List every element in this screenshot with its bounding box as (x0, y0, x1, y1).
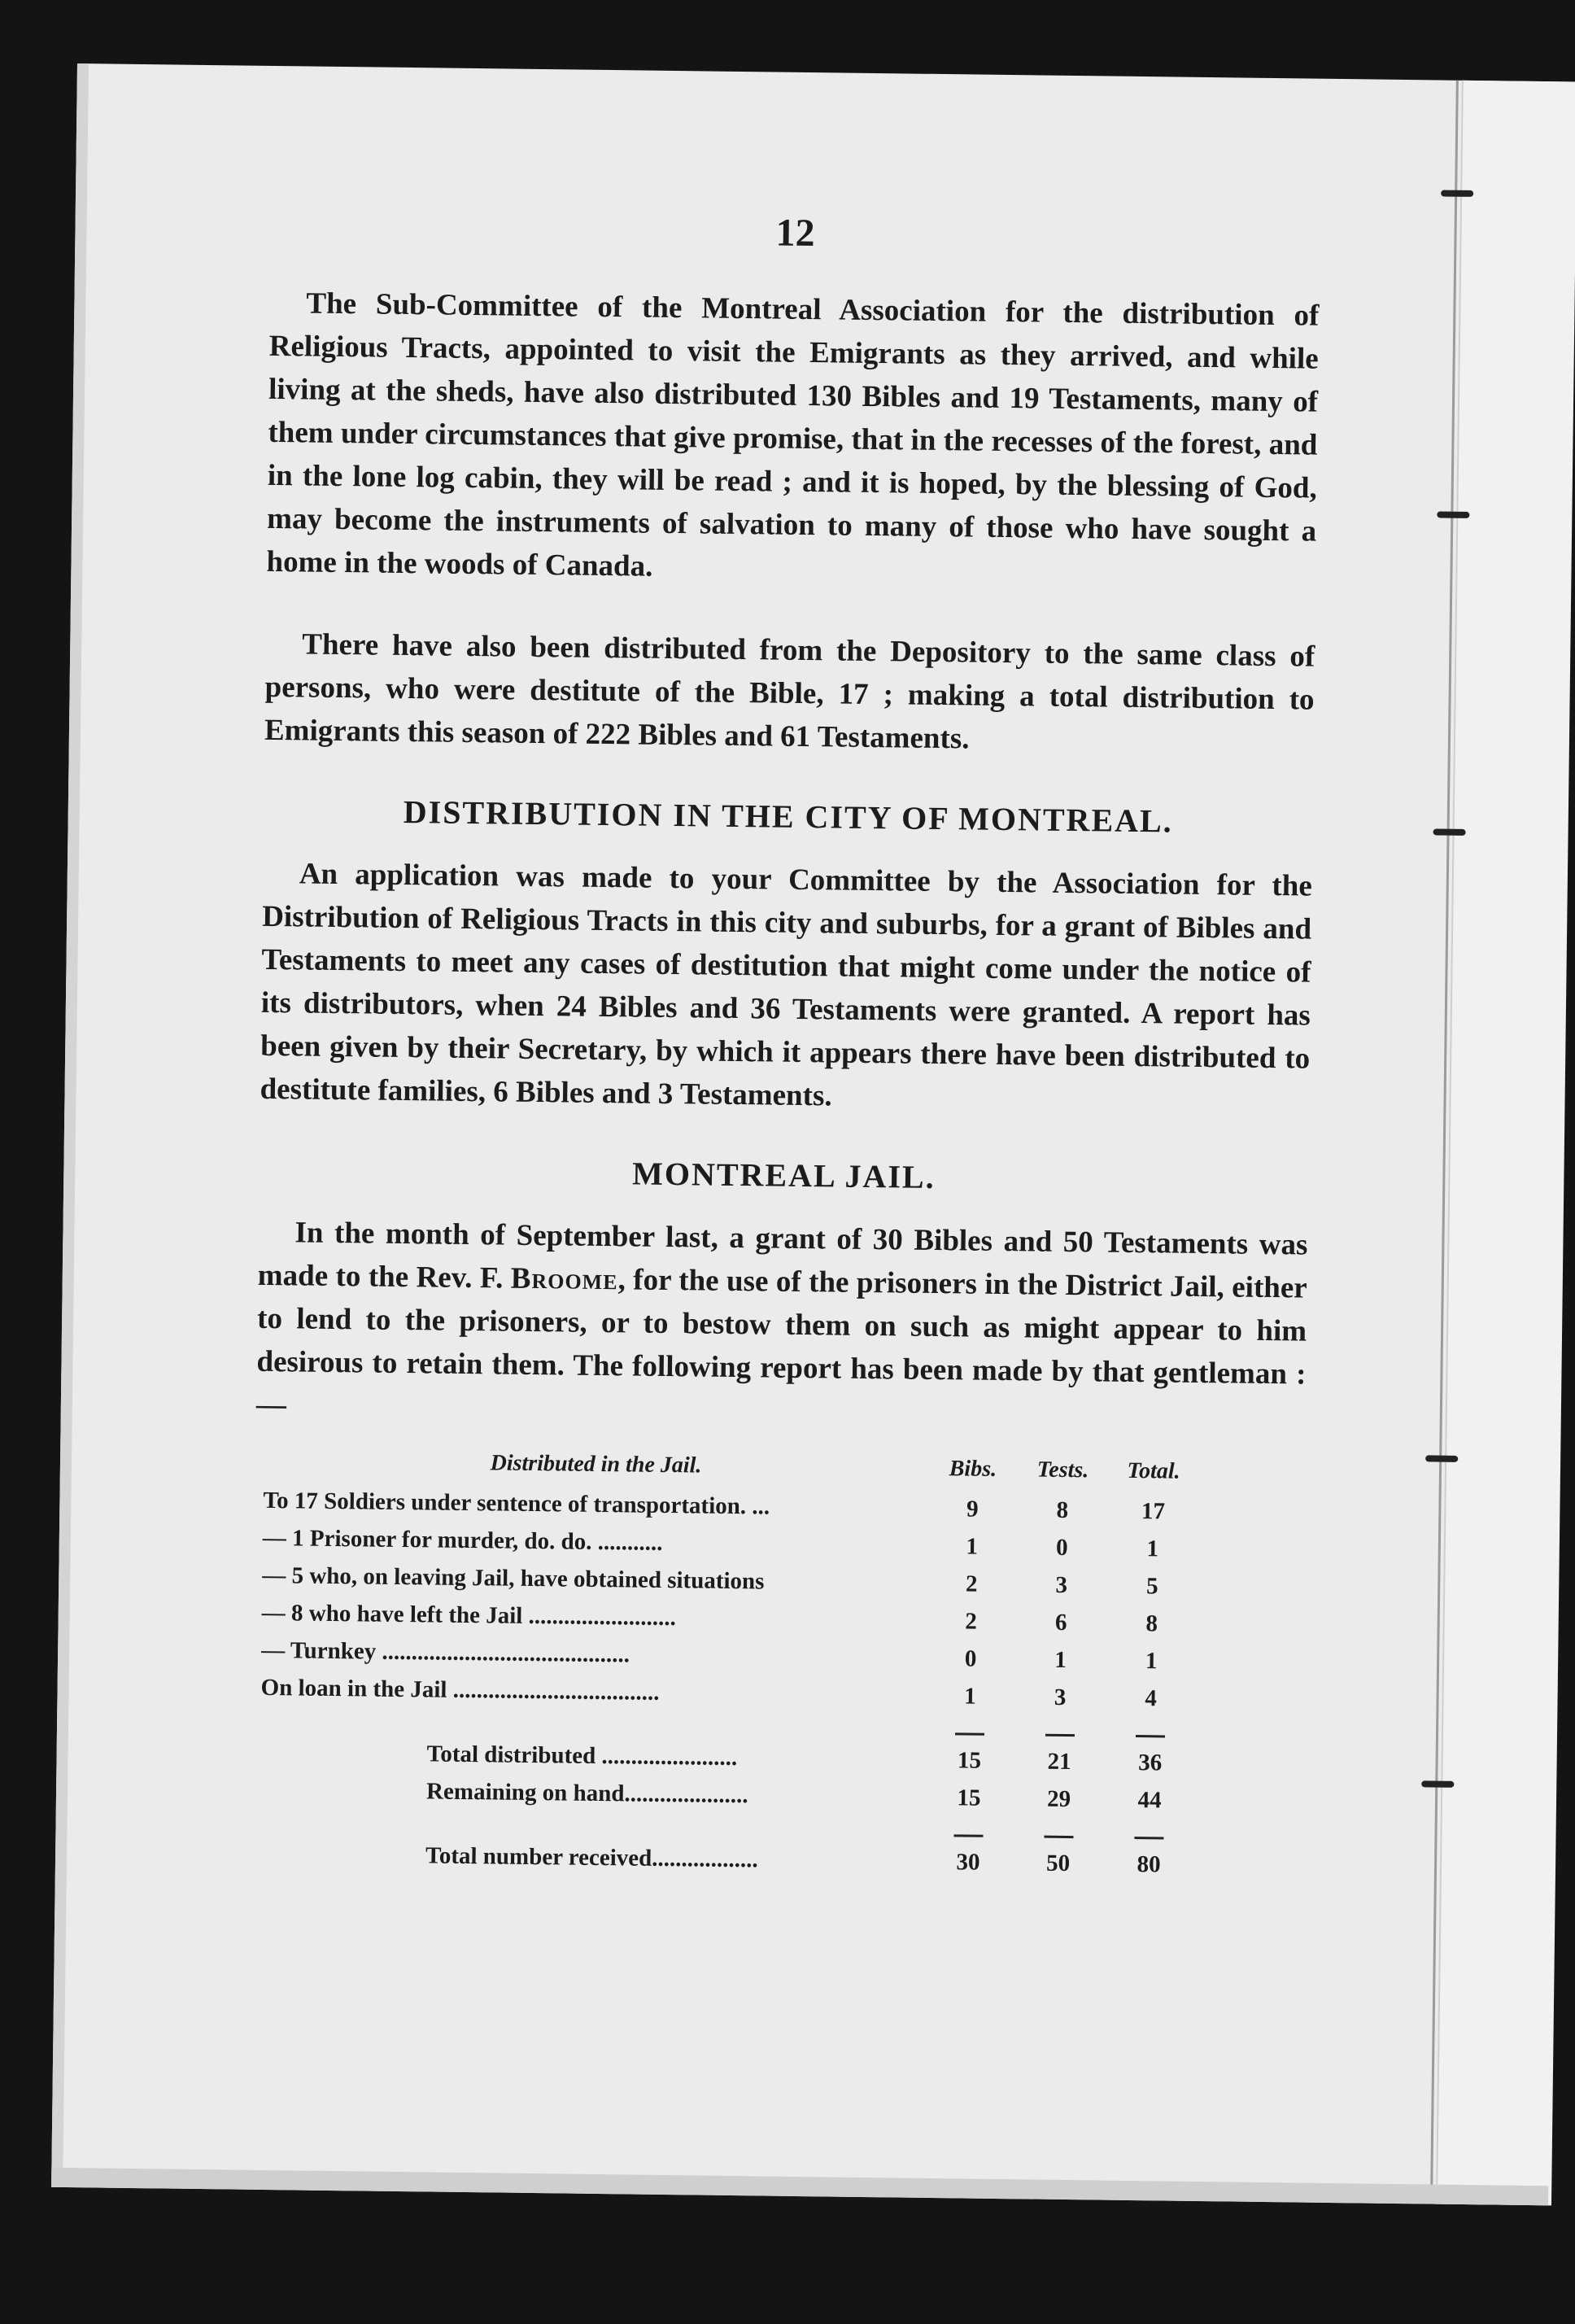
row-total: 5 (1145, 1572, 1158, 1599)
paragraph-jail-text-end: , for the use of the prisoners in the District Jail, either to lend to the prisoners, or to bestow them on such as might appear to him desirous to retain them. The following report has been made by that gentleman :— (255, 1263, 1307, 1422)
row-bibs: 2 (965, 1570, 978, 1597)
binding-mark (1425, 1455, 1458, 1461)
row-bibs: 15 (957, 1784, 981, 1811)
row-tests: 0 (1055, 1534, 1068, 1561)
jail-distribution-table (259, 1448, 1199, 1884)
page-bottom-edge (51, 2168, 1548, 2205)
paragraph-sub-committee: The Sub-Committee of the Montreal Association for the distribution of Religious Tracts, appointed to visit the Emigrants as they arrived, and while living at the sheds, have also distributed 130 Bibles and 19 Testaments, many of them under circumstances that give promise, that in the recesses of the forest, and in the lone log cabin, they will be read ; and it is hoped, by the blessing of God, may become the instruments of salvation to many of those who have sought a home in the woods of Canada. (266, 286, 1320, 583)
row-bibs: 1 (964, 1682, 976, 1710)
row-label: Total distributed ....................... (426, 1740, 738, 1771)
paragraph-jail-text-start: In the month of September last, a grant of 30 Bibles and 50 Testaments was made to the Rev. F. (257, 1216, 1308, 1295)
row-total: 17 (1141, 1497, 1166, 1524)
rule-tests (1014, 1715, 1106, 1743)
row-total: 44 (1137, 1786, 1162, 1813)
paragraph-jail-grant (256, 1211, 1308, 1439)
row-bibs: 30 (956, 1848, 980, 1876)
row-label: — Turnkey .......................................... (261, 1636, 630, 1667)
row-label: — 8 who have left the Jail ......................... (261, 1599, 677, 1631)
rule-bibs (923, 1816, 1013, 1844)
row-tests: 6 (1054, 1609, 1067, 1636)
row-label: — 1 Prisoner for murder, do. do. ........... (262, 1524, 663, 1556)
row-total: 1 (1145, 1647, 1158, 1674)
rule-total (1104, 1819, 1195, 1846)
page-left-edge (51, 63, 89, 2187)
row-tests: 1 (1054, 1646, 1067, 1673)
row-bibs: 2 (965, 1607, 978, 1635)
header-tests: Tests. (1036, 1457, 1089, 1483)
row-tests: 8 (1056, 1496, 1069, 1523)
row-tests: 50 (1045, 1850, 1071, 1876)
heading-city-distribution: DISTRIBUTION IN THE CITY OF MONTREAL. (403, 793, 1174, 840)
row-label: To 17 Soldiers under sentence of transportation. ... (263, 1487, 770, 1520)
row-tests: 3 (1055, 1571, 1068, 1598)
row-bibs: 15 (957, 1746, 982, 1774)
paragraph-depository: There have also been distributed from the Depository to the same class of persons, who were destitute of the Bible, 17 ; making a total distribution to Emigrants this season of 222 Bibles and 61 Testaments. (264, 627, 1315, 756)
binding-mark (1421, 1780, 1454, 1787)
row-bibs: 9 (966, 1495, 979, 1522)
row-total: 8 (1145, 1610, 1158, 1636)
row-total: 80 (1137, 1850, 1161, 1877)
page-margin-strip (1436, 81, 1575, 2206)
rule-bibs (925, 1715, 1014, 1742)
name-broome: Broome (510, 1261, 618, 1297)
rule-total (1105, 1717, 1196, 1745)
row-tests: 29 (1046, 1785, 1071, 1812)
row-label: On loan in the Jail ................................... (260, 1674, 660, 1706)
row-bibs: 0 (964, 1645, 977, 1672)
row-total: 1 (1146, 1535, 1159, 1562)
binding-mark (1433, 828, 1466, 835)
row-label: Remaining on hand..................... (425, 1777, 748, 1808)
row-total: 36 (1137, 1749, 1163, 1776)
header-distributed: Distributed in the Jail. (490, 1450, 702, 1479)
binding-mark (1441, 190, 1473, 196)
heading-montreal-jail: MONTREAL JAIL. (631, 1155, 936, 1195)
binding-mark (1437, 511, 1469, 518)
page-content (251, 204, 1320, 1885)
row-label: Total number received.................. (425, 1841, 758, 1872)
page-number: 12 (775, 211, 815, 256)
paragraph-city-application: An application was made to your Committee by the Association for the Distribution of Religious Tracts in this city and suburbs, for a grant of Bibles and Testaments to meet any cases of destitution that might come under the notice of its distributors, when 24 Bibles and 36 Testaments were granted. A report has been given by their Secretary, by which it appears there have been distributed to destitute families, 6 Bibles and 3 Testaments. (260, 857, 1313, 1113)
row-tests: 3 (1054, 1684, 1067, 1710)
row-bibs: 1 (966, 1532, 979, 1560)
rule-tests (1013, 1817, 1104, 1845)
row-total: 4 (1145, 1684, 1158, 1711)
row-label: — 5 who, on leaving Jail, have obtained situations (262, 1562, 765, 1594)
header-total: Total. (1127, 1457, 1180, 1484)
scanned-page (51, 63, 1574, 2205)
row-tests: 21 (1047, 1748, 1071, 1775)
header-bibs: Bibs. (949, 1456, 997, 1482)
